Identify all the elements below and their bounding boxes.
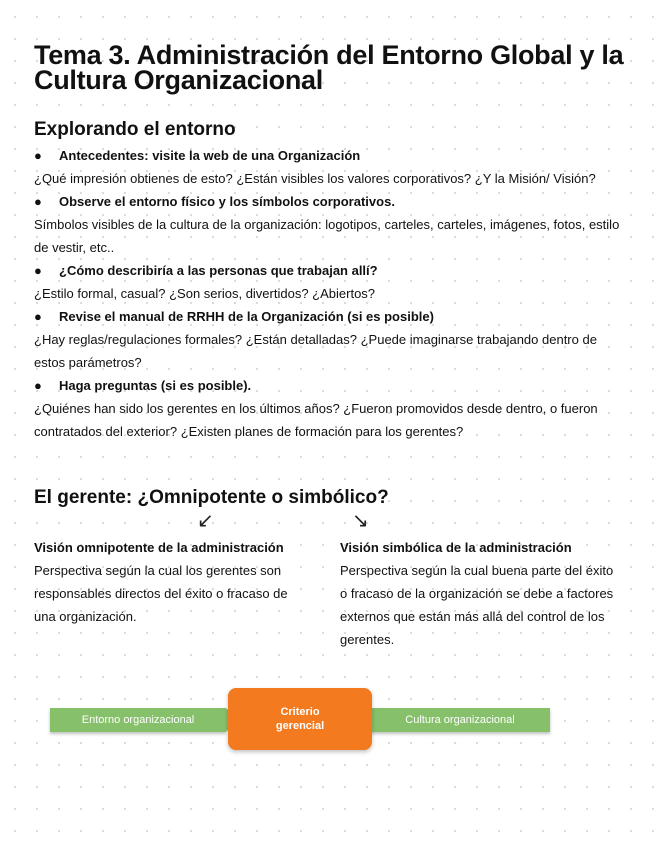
- management-criteria-diagram: [50, 686, 552, 752]
- criterio-box: [228, 688, 372, 750]
- item-title: Observe el entorno físico y los símbolos corporativos.: [59, 194, 395, 209]
- item-text: ¿Quiénes han sido los gerentes en los últimos años? ¿Fueron promovidos desde dentro, o fueron contratados del exterior? ¿Existen planes de formación para los gerentes?: [34, 401, 598, 439]
- item-title: ¿Cómo describiría a las personas que trabajan allí?: [59, 263, 378, 278]
- item-text: ¿Hay reglas/regulaciones formales? ¿Están detalladas? ¿Puede imaginarse trabajando dentro de estos parámetros?: [34, 332, 597, 370]
- bullet-icon: ●: [34, 309, 42, 324]
- entorno-bar: Entorno organizacional: [50, 708, 226, 732]
- list-item: [34, 144, 624, 167]
- list-item: [34, 305, 624, 328]
- section-heading-entorno: Explorando el entorno: [34, 119, 236, 140]
- item-title: Haga preguntas (si es posible).: [59, 378, 252, 393]
- list-item: [34, 190, 624, 213]
- bullet-icon: ●: [34, 194, 42, 209]
- arrow-down-left-icon: ↙: [197, 510, 214, 532]
- arrow-down-right-icon: ↘: [352, 510, 369, 532]
- omnipotent-text: Perspectiva según la cual los gerentes son responsables directos del éxito o fracaso de una organización.: [34, 563, 288, 624]
- symbolic-text: Perspectiva según la cual buena parte del éxito o fracaso de la organización se debe a factores externos que están más allá del control de los gerentes.: [340, 563, 614, 647]
- bullet-icon: ●: [34, 148, 42, 163]
- page-title: Tema 3. Administración del Entorno Global y la Cultura Organizacional: [34, 40, 624, 95]
- item-text: ¿Qué impresión obtienes de esto? ¿Están visibles los valores corporativos? ¿Y la Misión/ Visión?: [34, 171, 596, 186]
- item-text: ¿Estilo formal, casual? ¿Son serios, divertidos? ¿Abiertos?: [34, 286, 376, 301]
- criterio-label: Criterio gerencial: [275, 706, 325, 732]
- symbolic-view: [340, 536, 620, 651]
- explore-list: [34, 144, 624, 443]
- symbolic-title: Visión simbólica de la administración: [340, 540, 572, 555]
- omnipotent-view: [34, 536, 309, 628]
- bullet-icon: ●: [34, 378, 42, 393]
- section-heading-gerente: El gerente: ¿Omnipotente o simbólico?: [34, 487, 389, 508]
- item-text: Símbolos visibles de la cultura de la organización: logotipos, carteles, carteles, imágenes, fotos, estilo de vestir, etc..: [34, 217, 620, 255]
- item-title: Revise el manual de RRHH de la Organización (si es posible): [59, 309, 434, 324]
- omnipotent-title: Visión omnipotente de la administración: [34, 540, 284, 555]
- bullet-icon: ●: [34, 263, 42, 278]
- list-item: [34, 259, 624, 282]
- cultura-bar: Cultura organizacional: [370, 708, 550, 732]
- item-title: Antecedentes: visite la web de una Organización: [59, 148, 361, 163]
- list-item: [34, 374, 624, 397]
